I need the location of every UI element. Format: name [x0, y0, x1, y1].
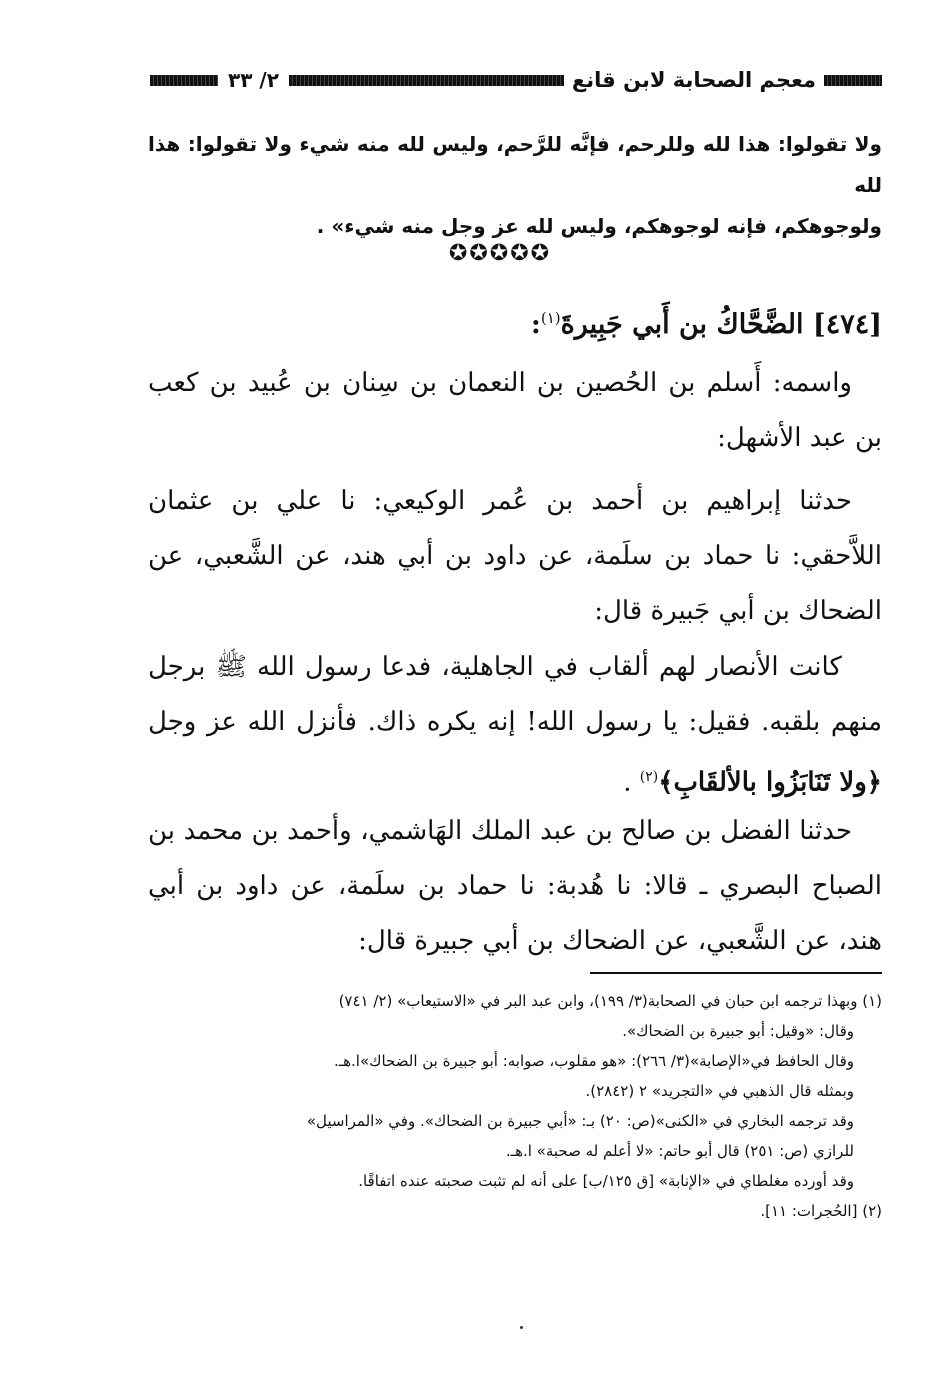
scan-speck [520, 1326, 523, 1329]
quran-quote: ﴿ولا تَنَابَزُوا بالألقَابِ﴾ [658, 767, 882, 798]
header-ornament-left [150, 75, 218, 86]
header-ornament-middle [289, 75, 564, 86]
header-ornament-right [824, 75, 882, 86]
entry-number: [٤٧٤] [812, 309, 882, 340]
matn-text: كانت الأنصار لهم ألقاب في الجاهلية، فدعا رسول الله ﷺ برجل منهم بلقبه. فقيل: يا رسول الله! إنه يكره ذاك. فأنزل الله عز وجل [148, 652, 882, 737]
entry-name: الضَّحَّاكُ بن أَبي جَبِيرةَ [560, 309, 804, 340]
page-number: ٢/ ٣٣ [228, 68, 279, 92]
footnotes [148, 986, 882, 1226]
isnad-paragraph: حدثنا إبراهيم بن أحمد بن عُمر الوكيعي: نا علي بن عثمان اللاَّحقي: نا حماد بن سلَمة، عن داود بن أبي هند، عن الشَّعبي، عن الضحاك بن أبي جَبيرة قال: [148, 486, 882, 626]
footnote-line: للرازي (ص: ٢٥١) قال أبو حاتم: «لا أعلم له صحبة» ا.هـ. [505, 1142, 854, 1160]
footnote-line: وبمثله قال الذهبي في «التجريد» ٢ (٢٨٤٢). [585, 1082, 854, 1100]
section-separator: ✪✪✪✪✪ [448, 241, 552, 266]
continued-line: ولا تقولوا: هذا لله وللرحم، فإنَّه للرَّحم، وليس لله منه شيء ولا تقولوا: هذا لله [148, 132, 882, 197]
isnad-paragraph: حدثنا الفضل بن صالح بن عبد الملك الهَاشمي، وأحمد بن محمد بن الصباح البصري ـ قالا: نا هُدبة: نا حماد بن سلَمة، عن داود بن أبي هند، عن الشَّعبي، عن الضحاك بن أبي جبيرة قال: [148, 816, 882, 956]
continued-text [148, 124, 882, 247]
footnote-line: وقال الحافظ في«الإصابة»(٣/ ٢٦٦): «هو مقلوب، صوابه: أبو جبيرة بن الضحاك»ا.هـ. [333, 1052, 854, 1070]
continued-line: ولوجوهكم، فإنه لوجوهكم، وليس لله عز وجل منه شيء» . [316, 214, 882, 238]
footnote-ref: (٢) [639, 769, 659, 785]
matn-paragraph: كانت الأنصار لهم ألقاب في الجاهلية، فدعا رسول الله ﷺ برجل منهم بلقبه. فقيل: يا رسول الله! إنه يكره ذاك. فأنزل الله عز وجل ﴿ولا تَنَابَزُوا بالألقَابِ﴾$^{(٢)}$ . [148, 652, 882, 798]
name-paragraph: واسمه: أَسلم بن الحُصين بن النعمان بن سِنان بن عُبيد بن كعب بن عبد الأشهل: [148, 368, 882, 453]
book-title: معجم الصحابة لابن قانع [571, 68, 816, 92]
footnote-line: وقال: «وقيل: أبو جبيرة بن الضحاك». [622, 1022, 854, 1040]
footnote-line: وقد ترجمه البخاري في «الكنى»(ص: ٢٠) بـ: «أبي جبيرة بن الضحاك». وفي «المراسيل» [306, 1112, 854, 1130]
footnote-line: وقد أورده مغلطاي في «الإنابة» [ق ١٢٥/ب] على أنه لم تثبت صحبته عنده اتفاقًا. [358, 1172, 854, 1190]
footnote-divider [590, 972, 882, 974]
footnote-line: (١) وبهذا ترجمه ابن حبان في الصحابة(٣/ ١٩٩)، وابن عبد البر في «الاستيعاب» (٢/ ٧٤١) [338, 992, 882, 1010]
heading-colon: : [530, 309, 541, 340]
running-header [150, 60, 882, 100]
entry-heading [148, 294, 882, 349]
footnote-ref: (١) [540, 309, 561, 327]
footnote-line: (٢) [الحُجرات: ١١]. [760, 1202, 882, 1220]
